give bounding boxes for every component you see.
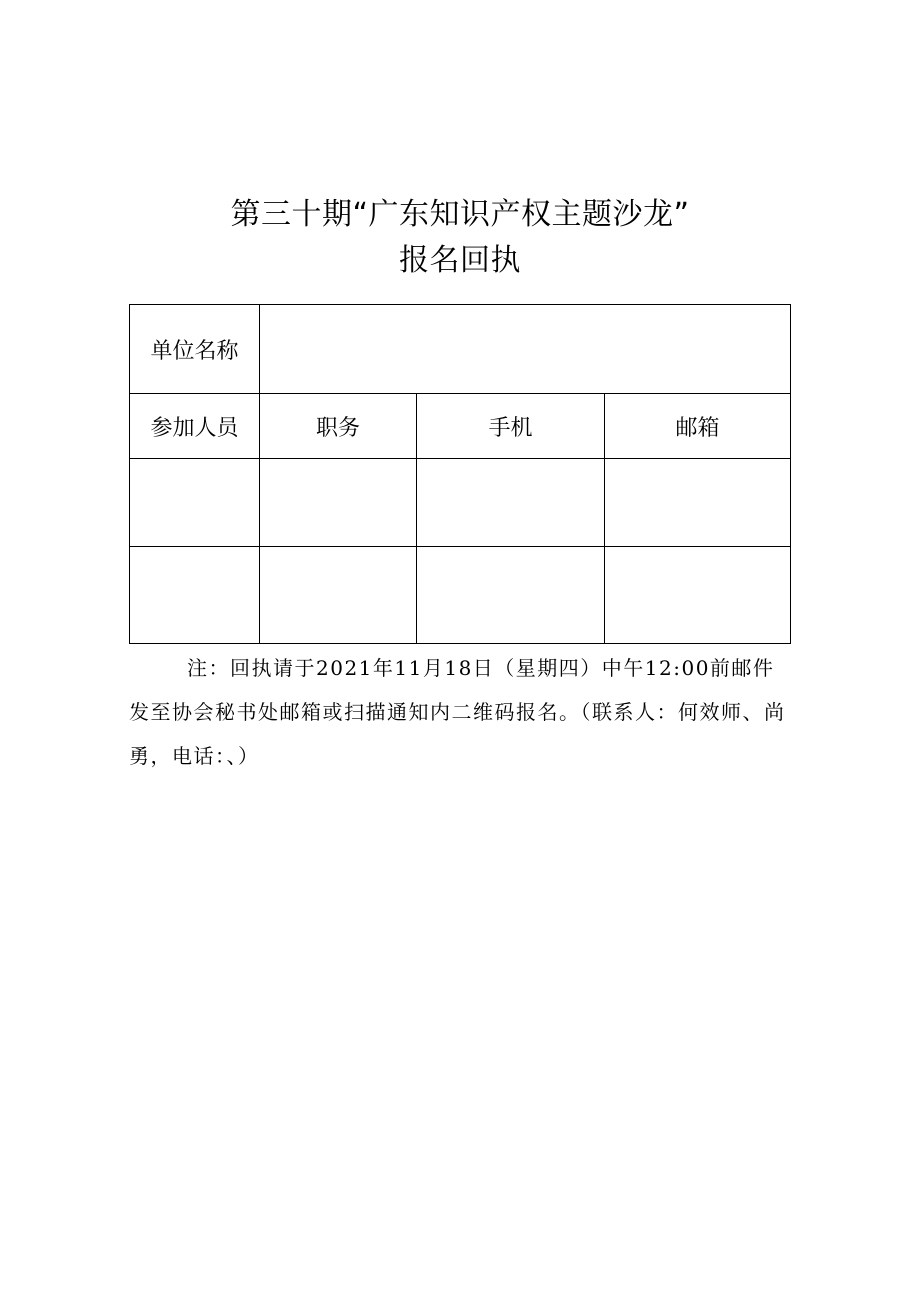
mobile-cell[interactable] <box>417 547 605 644</box>
table-row <box>130 305 791 394</box>
note-paragraph <box>129 646 790 778</box>
attendee-cell[interactable] <box>130 547 260 644</box>
document-subtitle: 报名回执 <box>399 243 521 278</box>
attendee-cell[interactable] <box>130 459 260 547</box>
table-header-row <box>130 394 791 459</box>
position-cell[interactable] <box>260 459 417 547</box>
unit-name-label: 单位名称 <box>130 305 260 394</box>
note-text: 注：回执请于2021年11月18日（星期四）中午12:00前邮件发至协会秘书处邮箱或扫描通知内二维码报名。（联系人：何效师、尚勇，电话：、） <box>129 656 786 768</box>
mobile-cell[interactable] <box>417 459 605 547</box>
header-position: 职务 <box>260 394 417 459</box>
table-row <box>130 459 791 547</box>
position-cell[interactable] <box>260 547 417 644</box>
email-cell[interactable] <box>605 547 791 644</box>
unit-name-field[interactable] <box>260 305 791 394</box>
email-cell[interactable] <box>605 459 791 547</box>
registration-form-table <box>129 304 791 644</box>
document-title: 第三十期“广东知识产权主题沙龙” <box>230 197 690 232</box>
header-mobile: 手机 <box>417 394 605 459</box>
header-attendee: 参加人员 <box>130 394 260 459</box>
header-email: 邮箱 <box>605 394 791 459</box>
table-row <box>130 547 791 644</box>
